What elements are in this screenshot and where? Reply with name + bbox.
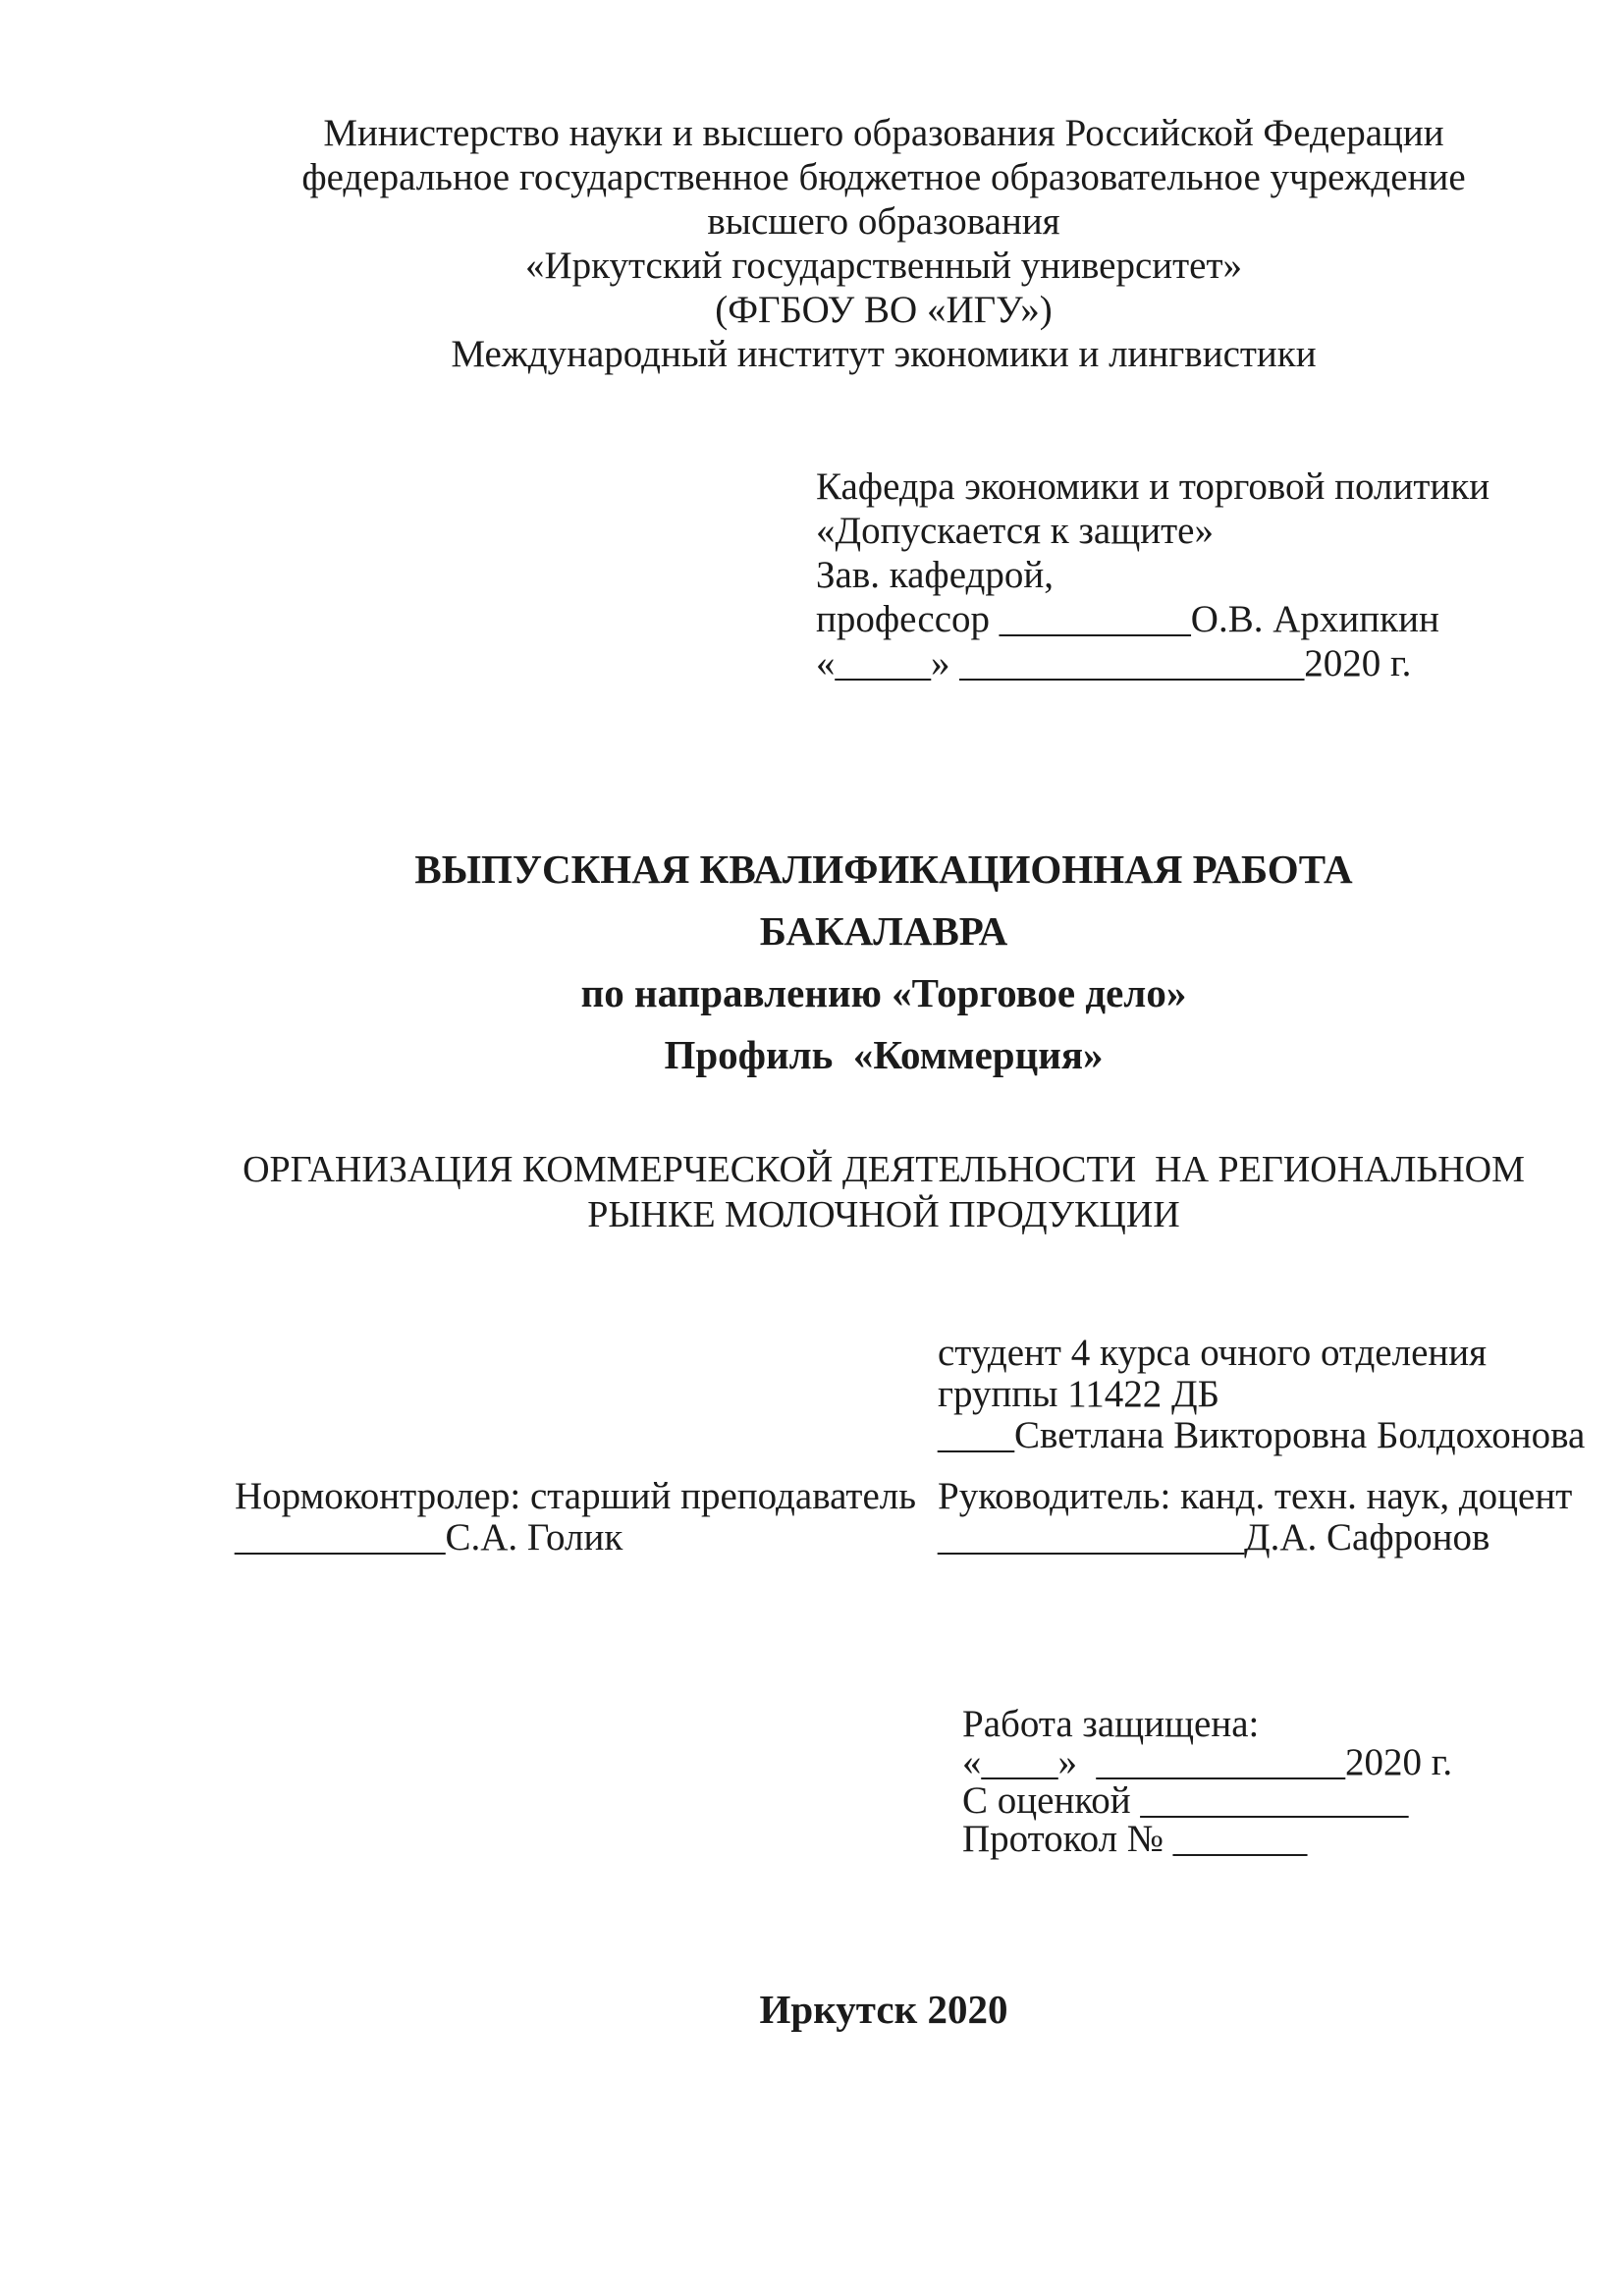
department-line: Кафедра экономики и торговой политики [816,465,1490,508]
institute-name-line: Международный институт экономики и лингвистики [451,333,1317,375]
bachelor-line: БАКАЛАВРА [759,908,1008,954]
supervisor-title-line: Руководитель: канд. техн. наук, доцент [938,1475,1573,1517]
defense-date-line: «____» _____________2020 г. [962,1741,1453,1783]
direction-line: по направлению «Торговое дело» [580,970,1187,1015]
student-group-line: группы 11422 ДБ [938,1373,1219,1415]
thesis-title-line-1: ОРГАНИЗАЦИЯ КОММЕРЧЕСКОЙ ДЕЯТЕЛЬНОСТИ НА РЕГИОНАЛЬНОМ [243,1149,1525,1190]
work-type-block [236,839,1532,1086]
ministry-line: Министерство науки и высшего образования Российской Федерации [323,112,1444,154]
thesis-title-line-2: РЫНКЕ МОЛОЧНОЙ ПРОДУКЦИИ [587,1194,1180,1235]
defense-block [962,1705,1452,1858]
work-defended-line: Работа защищена: [962,1703,1260,1745]
approval-date-line: «_____» __________________2020 г. [816,642,1412,684]
profile-line: Профиль «Коммерция» [664,1032,1104,1077]
professor-signature-line: профессор __________О.В. Архипкин [816,598,1439,640]
student-name-line: ____Светлана Викторовна Болдохонова [938,1414,1586,1456]
higher-education-line: высшего образования [707,200,1060,243]
normcontrol-title-line: Нормоконтролер: старший преподаватель [235,1475,917,1517]
institution-type-line: федеральное государственное бюджетное образовательное учреждение [301,156,1466,198]
city-year-line: Иркутск 2020 [759,1987,1008,2032]
university-header [236,111,1532,376]
normcontrol-name-line: ___________С.А. Голик [235,1516,623,1558]
student-block [938,1333,1585,1456]
department-approval-block [816,465,1489,685]
supervisor-name-line: ________________Д.А. Сафронов [938,1516,1490,1558]
thesis-title [88,1147,1624,1237]
grade-line: С оценкой ______________ [962,1779,1409,1822]
head-of-department-line: Зав. кафедрой, [816,554,1054,596]
supervisor-block [938,1476,1572,1558]
qualification-work-line: ВЫПУСКНАЯ КВАЛИФИКАЦИОННАЯ РАБОТА [414,847,1353,892]
admitted-to-defense-line: «Допускается к защите» [816,510,1214,552]
university-name-line: «Иркутский государственный университет» [524,245,1243,287]
city-year-block [236,1986,1532,2033]
university-abbreviation-line: (ФГБОУ ВО «ИГУ») [715,289,1053,331]
normcontrol-block [235,1476,916,1558]
student-course-line: студент 4 курса очного отделения [938,1332,1488,1374]
protocol-number-line: Протокол № _______ [962,1818,1308,1860]
